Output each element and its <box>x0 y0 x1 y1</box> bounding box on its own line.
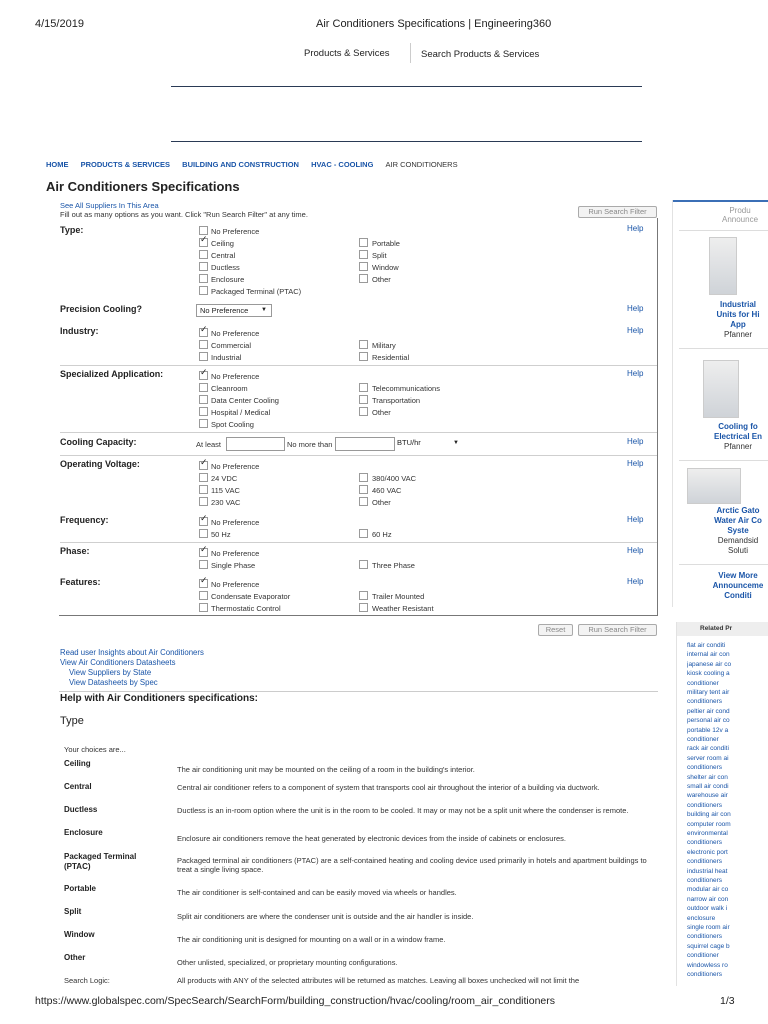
frequency-help-link[interactable]: Help <box>627 515 644 524</box>
related-product-link[interactable]: conditioners <box>687 933 723 941</box>
related-product-link[interactable]: peltier air cond <box>687 707 730 715</box>
related-product-link[interactable]: kiosk cooling a <box>687 670 730 678</box>
term-description: The air conditioner is self-contained and can be easily moved via wheels or handles. <box>177 888 457 897</box>
precision-help-link[interactable]: Help <box>627 304 644 313</box>
voltage-option: 380/400 VAC <box>372 474 417 483</box>
features-option: Weather Resistant <box>372 604 434 613</box>
type-checkbox[interactable] <box>199 238 208 247</box>
industry-help-link[interactable]: Help <box>627 326 644 335</box>
related-product-link[interactable]: industrial heat <box>687 867 728 875</box>
related-product-link[interactable]: conditioner <box>687 679 719 687</box>
related-product-link[interactable]: flat air conditi <box>687 642 726 649</box>
term: Packaged Terminal (PTAC) <box>64 852 137 871</box>
precision-select-value: No Preference <box>200 306 249 315</box>
suppliers-by-state-link[interactable]: View Suppliers by State <box>69 668 152 677</box>
choices-intro: Your choices are... <box>64 745 126 754</box>
type-label: Type: <box>60 225 84 235</box>
related-product-link[interactable]: military tent air <box>687 689 730 696</box>
term: Enclosure <box>64 828 103 837</box>
term-description: Central air conditioner refers to a component of system that transports cool air throughout the interior of a building via ductwork. <box>177 783 600 792</box>
type-checkbox[interactable] <box>199 274 208 283</box>
related-product-link[interactable]: conditioner <box>687 736 719 743</box>
sidebar-product-title[interactable]: Industrial <box>719 300 756 309</box>
help-section-title: Help with Air Conditioners specifications: <box>60 693 258 704</box>
instructions: Fill out as many options as you want. Click "Run Search Filter" at any time. <box>60 210 308 219</box>
voltage-help-link[interactable]: Help <box>627 459 644 468</box>
voltage-checkbox[interactable] <box>359 473 368 482</box>
voltage-option: Other <box>372 498 391 507</box>
industry-option: Military <box>372 341 396 350</box>
sidebar-product-title[interactable]: Water Air Co <box>714 516 762 525</box>
specialized-help-link[interactable]: Help <box>627 369 644 378</box>
related-product-link[interactable]: personal air co <box>687 717 730 725</box>
type-help-link[interactable]: Help <box>627 224 644 233</box>
voltage-checkbox[interactable] <box>359 497 368 506</box>
sidebar-product-vendor: Pfanner <box>723 442 753 451</box>
industry-option: Industrial <box>211 353 242 362</box>
frequency-option: 60 Hz <box>372 530 392 539</box>
related-product-link[interactable]: conditioners <box>687 764 723 772</box>
type-option: Ductless <box>211 263 240 272</box>
sidebar-head: Produ <box>729 206 751 215</box>
related-product-link[interactable]: server room ai <box>687 754 729 762</box>
voltage-option: 24 VDC <box>211 474 238 483</box>
features-option: No Preference <box>211 580 260 589</box>
divider <box>60 432 657 433</box>
specialized-checkbox[interactable] <box>359 407 368 416</box>
related-product-link[interactable]: narrow air con <box>687 895 729 903</box>
industry-checkbox[interactable] <box>359 352 368 361</box>
divider <box>60 542 657 543</box>
features-checkbox[interactable] <box>199 579 208 588</box>
specialized-checkbox[interactable] <box>199 407 208 416</box>
term-description: Packaged terminal air conditioners (PTAC) are a self-contained heating and cooling device used primarily in hotels and apartment buildings to treat a single living space. <box>177 856 647 874</box>
term-description: Enclosure air conditioners remove the heat generated by electronic devices from the inside of cabinets or enclosures. <box>177 834 566 843</box>
features-label: Features: <box>60 577 101 587</box>
frequency-option: 50 Hz <box>211 530 231 539</box>
related-product-link[interactable]: warehouse air <box>687 792 728 800</box>
phase-checkbox[interactable] <box>199 548 208 557</box>
related-product-link[interactable]: conditioners <box>687 858 723 866</box>
phase-help-link[interactable]: Help <box>627 546 644 555</box>
industry-checkbox[interactable] <box>359 340 368 349</box>
sidebar-head: Announce <box>721 215 759 224</box>
specialized-option: Cleanroom <box>211 384 248 393</box>
type-option: No Preference <box>211 227 260 236</box>
product-image[interactable] <box>687 468 741 504</box>
related-product-link[interactable]: squirrel cage b <box>687 942 730 950</box>
industry-option: Commercial <box>211 341 252 350</box>
related-product-link[interactable]: internal air con <box>687 651 730 659</box>
specialized-option: No Preference <box>211 372 260 381</box>
specialized-option: Telecommunications <box>372 384 440 393</box>
term-description: The air conditioning unit may be mounted on the ceiling of a room in the building's interior. <box>177 765 475 774</box>
capacity-label: Cooling Capacity: <box>60 437 137 447</box>
specialized-option: Other <box>372 408 391 417</box>
type-option: Ceiling <box>211 239 234 248</box>
specialized-option: Transportation <box>372 396 421 405</box>
related-product-link[interactable]: conditioners <box>687 839 723 847</box>
type-checkbox[interactable] <box>359 250 368 259</box>
frequency-checkbox[interactable] <box>359 529 368 538</box>
voltage-checkbox[interactable] <box>199 485 208 494</box>
industry-checkbox[interactable] <box>199 328 208 337</box>
help-section-subtitle: Type <box>60 715 84 727</box>
sidebar-accent-bar <box>673 200 768 202</box>
voltage-checkbox[interactable] <box>359 485 368 494</box>
related-product-link[interactable]: small air condi <box>687 783 729 790</box>
related-product-link[interactable]: conditioners <box>687 971 723 978</box>
sidebar-product-title[interactable]: Cooling fo <box>718 422 758 431</box>
term: Portable <box>64 884 97 893</box>
see-all-suppliers-link[interactable]: See All Suppliers In This Area <box>60 201 159 210</box>
related-product-link[interactable]: conditioners <box>687 698 723 706</box>
industry-label: Industry: <box>60 326 99 336</box>
related-product-link[interactable]: conditioners <box>687 877 723 884</box>
related-product-link[interactable]: modular air co <box>687 886 729 894</box>
breadcrumb-products[interactable]: PRODUCTS & SERVICES <box>80 160 171 169</box>
type-option: Enclosure <box>211 275 245 284</box>
type-option: Packaged Terminal (PTAC) <box>211 287 302 296</box>
type-option: Other <box>372 275 391 284</box>
related-list-clip <box>687 641 768 986</box>
sidebar-product-vendor: Pfanner <box>723 330 753 339</box>
search-logic-text: All products with ANY of the selected attributes will be returned as matches. Leaving all boxes unchecked will not limit the <box>177 976 580 985</box>
voltage-label: Operating Voltage: <box>60 459 140 469</box>
features-option: Thermostatic Control <box>211 604 281 613</box>
specialized-checkbox[interactable] <box>199 383 208 392</box>
capacity-unit-value: BTU/hr <box>397 438 421 447</box>
related-product-link[interactable]: japanese air co <box>687 660 732 668</box>
industry-checkbox[interactable] <box>199 352 208 361</box>
nav-search[interactable]: Search Products & Services <box>421 49 540 60</box>
product-image[interactable] <box>709 237 737 295</box>
breadcrumb-home[interactable]: HOME <box>46 160 69 169</box>
banner-line-top <box>171 86 642 87</box>
sidebar-product-title[interactable]: Arctic Gato <box>716 506 760 515</box>
type-checkbox[interactable] <box>359 262 368 271</box>
sidebar-product-vendor: Soluti <box>727 546 748 555</box>
phase-checkbox[interactable] <box>359 560 368 569</box>
phase-label: Phase: <box>60 546 90 556</box>
search-logic-label: Search Logic: <box>64 976 110 985</box>
related-product-link[interactable]: windowless ro <box>687 961 728 969</box>
specialized-checkbox[interactable] <box>199 419 208 428</box>
at-least-label: At least <box>196 440 222 449</box>
term-description: Other unlisted, specialized, or proprietary mounting configurations. <box>177 958 398 967</box>
breadcrumb <box>46 160 458 169</box>
specialized-checkbox[interactable] <box>359 383 368 392</box>
term-description: Split air conditioners are where the condenser unit is outside and the air handler is inside. <box>177 912 474 921</box>
term: Other <box>64 953 86 962</box>
divider <box>60 365 657 366</box>
phase-option: No Preference <box>211 549 260 558</box>
datasheets-by-spec-link[interactable]: View Datasheets by Spec <box>69 678 158 687</box>
type-option: Window <box>372 263 399 272</box>
divider <box>679 564 768 565</box>
voltage-checkbox[interactable] <box>199 473 208 482</box>
print-url: https://www.globalspec.com/SpecSearch/SearchForm/building_construction/hvac/cooling/room_air_conditioners <box>35 995 556 1007</box>
type-option: Portable <box>372 239 400 248</box>
capacity-unit-select[interactable] <box>397 437 461 449</box>
industry-option: Residential <box>372 353 410 362</box>
type-checkbox[interactable] <box>359 238 368 247</box>
term: Split <box>64 907 82 916</box>
print-date: 4/15/2019 <box>35 18 84 30</box>
sidebar-product-title[interactable]: App <box>730 320 746 329</box>
sidebar-announcements <box>672 200 768 607</box>
related-product-link[interactable]: computer room <box>687 820 731 828</box>
type-checkbox[interactable] <box>199 226 208 235</box>
term: Ductless <box>64 805 98 814</box>
term: Window <box>64 930 95 939</box>
capacity-help-link[interactable]: Help <box>627 437 644 446</box>
industry-checkbox[interactable] <box>199 340 208 349</box>
related-product-link[interactable]: conditioners <box>687 801 723 809</box>
specialized-option: Spot Cooling <box>211 420 254 429</box>
related-product-link[interactable]: outdoor walk i <box>687 905 728 913</box>
sidebar-product-vendor: Demandsid <box>717 536 759 545</box>
features-option: Trailer Mounted <box>372 592 425 601</box>
related-product-link[interactable]: building air con <box>687 811 731 819</box>
sidebar-product-title[interactable]: Electrical En <box>713 432 763 441</box>
frequency-option: No Preference <box>211 518 260 527</box>
divider <box>59 691 658 692</box>
specialized-option: Data Center Cooling <box>211 396 279 405</box>
related-product-link[interactable]: single room air <box>687 924 730 931</box>
phase-option: Single Phase <box>211 561 256 570</box>
voltage-option: 115 VAC <box>211 486 240 495</box>
insights-link[interactable]: Read user Insights about Air Conditioners <box>60 648 204 657</box>
related-product-link[interactable]: enclosure <box>687 914 716 922</box>
page-title: Air Conditioners Specifications <box>46 179 240 194</box>
frequency-label: Frequency: <box>60 515 109 525</box>
features-checkbox[interactable] <box>199 603 208 612</box>
view-more-link[interactable]: Conditi <box>724 591 752 600</box>
type-checkbox[interactable] <box>199 262 208 271</box>
related-product-link[interactable]: electronic port <box>687 848 728 856</box>
related-product-link[interactable]: environmental <box>687 830 728 837</box>
specialized-option: Hospital / Medical <box>211 408 271 417</box>
divider <box>679 460 768 461</box>
divider <box>60 455 657 456</box>
industry-option: No Preference <box>211 329 260 338</box>
features-checkbox[interactable] <box>359 603 368 612</box>
nav-divider <box>410 43 411 63</box>
frequency-checkbox[interactable] <box>199 529 208 538</box>
features-checkbox[interactable] <box>359 591 368 600</box>
term: Central <box>64 782 92 791</box>
divider <box>679 230 768 231</box>
phase-option: Three Phase <box>372 561 415 570</box>
precision-select[interactable] <box>196 304 272 317</box>
related-product-link[interactable]: portable 12v a <box>687 726 729 734</box>
run-search-filter-button[interactable]: Run Search Filter <box>578 624 657 636</box>
product-image[interactable] <box>703 360 739 418</box>
term-description: Ductless is an in-room option where the unit is in the room to be cooled. It may or may not be a split unit where the condenser is remote. <box>177 806 629 815</box>
capacity-min-input[interactable] <box>226 437 285 451</box>
breadcrumb-building[interactable]: BUILDING AND CONSTRUCTION <box>182 160 299 169</box>
features-checkbox[interactable] <box>199 591 208 600</box>
voltage-option: No Preference <box>211 462 260 471</box>
print-title: Air Conditioners Specifications | Engineering360 <box>316 18 552 30</box>
type-option: Central <box>211 251 236 260</box>
term: Ceiling <box>64 759 91 768</box>
no-more-than-label: No more than <box>287 440 333 449</box>
reset-button[interactable]: Reset <box>538 624 573 636</box>
voltage-option: 230 VAC <box>211 498 241 507</box>
nav-products[interactable]: Products & Services <box>304 48 390 59</box>
breadcrumb-hvac[interactable]: HVAC - COOLING <box>311 160 374 169</box>
related-header: Related Pr <box>700 625 733 632</box>
view-more-link[interactable]: View More <box>718 571 758 580</box>
term-description: The air conditioning unit is designed for mounting on a wall or in a window frame. <box>177 935 446 944</box>
capacity-max-input[interactable] <box>335 437 395 451</box>
sidebar-product-title[interactable]: Units for Hi <box>716 310 760 319</box>
type-checkbox[interactable] <box>199 250 208 259</box>
voltage-checkbox[interactable] <box>199 461 208 470</box>
features-option: Condensate Evaporator <box>211 592 291 601</box>
related-product-link[interactable]: shelter air con <box>687 773 728 781</box>
precision-label: Precision Cooling? <box>60 304 143 314</box>
voltage-option: 460 VAC <box>372 486 402 495</box>
chevron-down-icon: ▼ <box>261 307 267 313</box>
type-option: Split <box>372 251 387 260</box>
related-product-link[interactable]: rack air conditi <box>687 745 729 753</box>
datasheets-link[interactable]: View Air Conditioners Datasheets <box>60 658 176 667</box>
specialized-checkbox[interactable] <box>199 395 208 404</box>
specialized-checkbox[interactable] <box>199 371 208 380</box>
voltage-checkbox[interactable] <box>199 497 208 506</box>
divider <box>679 348 768 349</box>
print-page-number: 1/3 <box>720 995 735 1007</box>
breadcrumb-current: AIR CONDITIONERS <box>385 160 458 169</box>
view-more-link[interactable]: Announceme <box>712 581 764 590</box>
chevron-down-icon: ▼ <box>453 440 459 446</box>
specialized-label: Specialized Application: <box>60 369 164 379</box>
type-checkbox[interactable] <box>359 274 368 283</box>
run-search-filter-button-top[interactable]: Run Search Filter <box>578 206 657 218</box>
features-help-link[interactable]: Help <box>627 577 644 586</box>
phase-checkbox[interactable] <box>199 560 208 569</box>
frequency-checkbox[interactable] <box>199 517 208 526</box>
type-checkbox[interactable] <box>199 286 208 295</box>
banner-line-bottom <box>171 141 642 142</box>
specialized-checkbox[interactable] <box>359 395 368 404</box>
sidebar-product-title[interactable]: Syste <box>727 526 749 535</box>
related-product-link[interactable]: conditioner <box>687 952 719 960</box>
